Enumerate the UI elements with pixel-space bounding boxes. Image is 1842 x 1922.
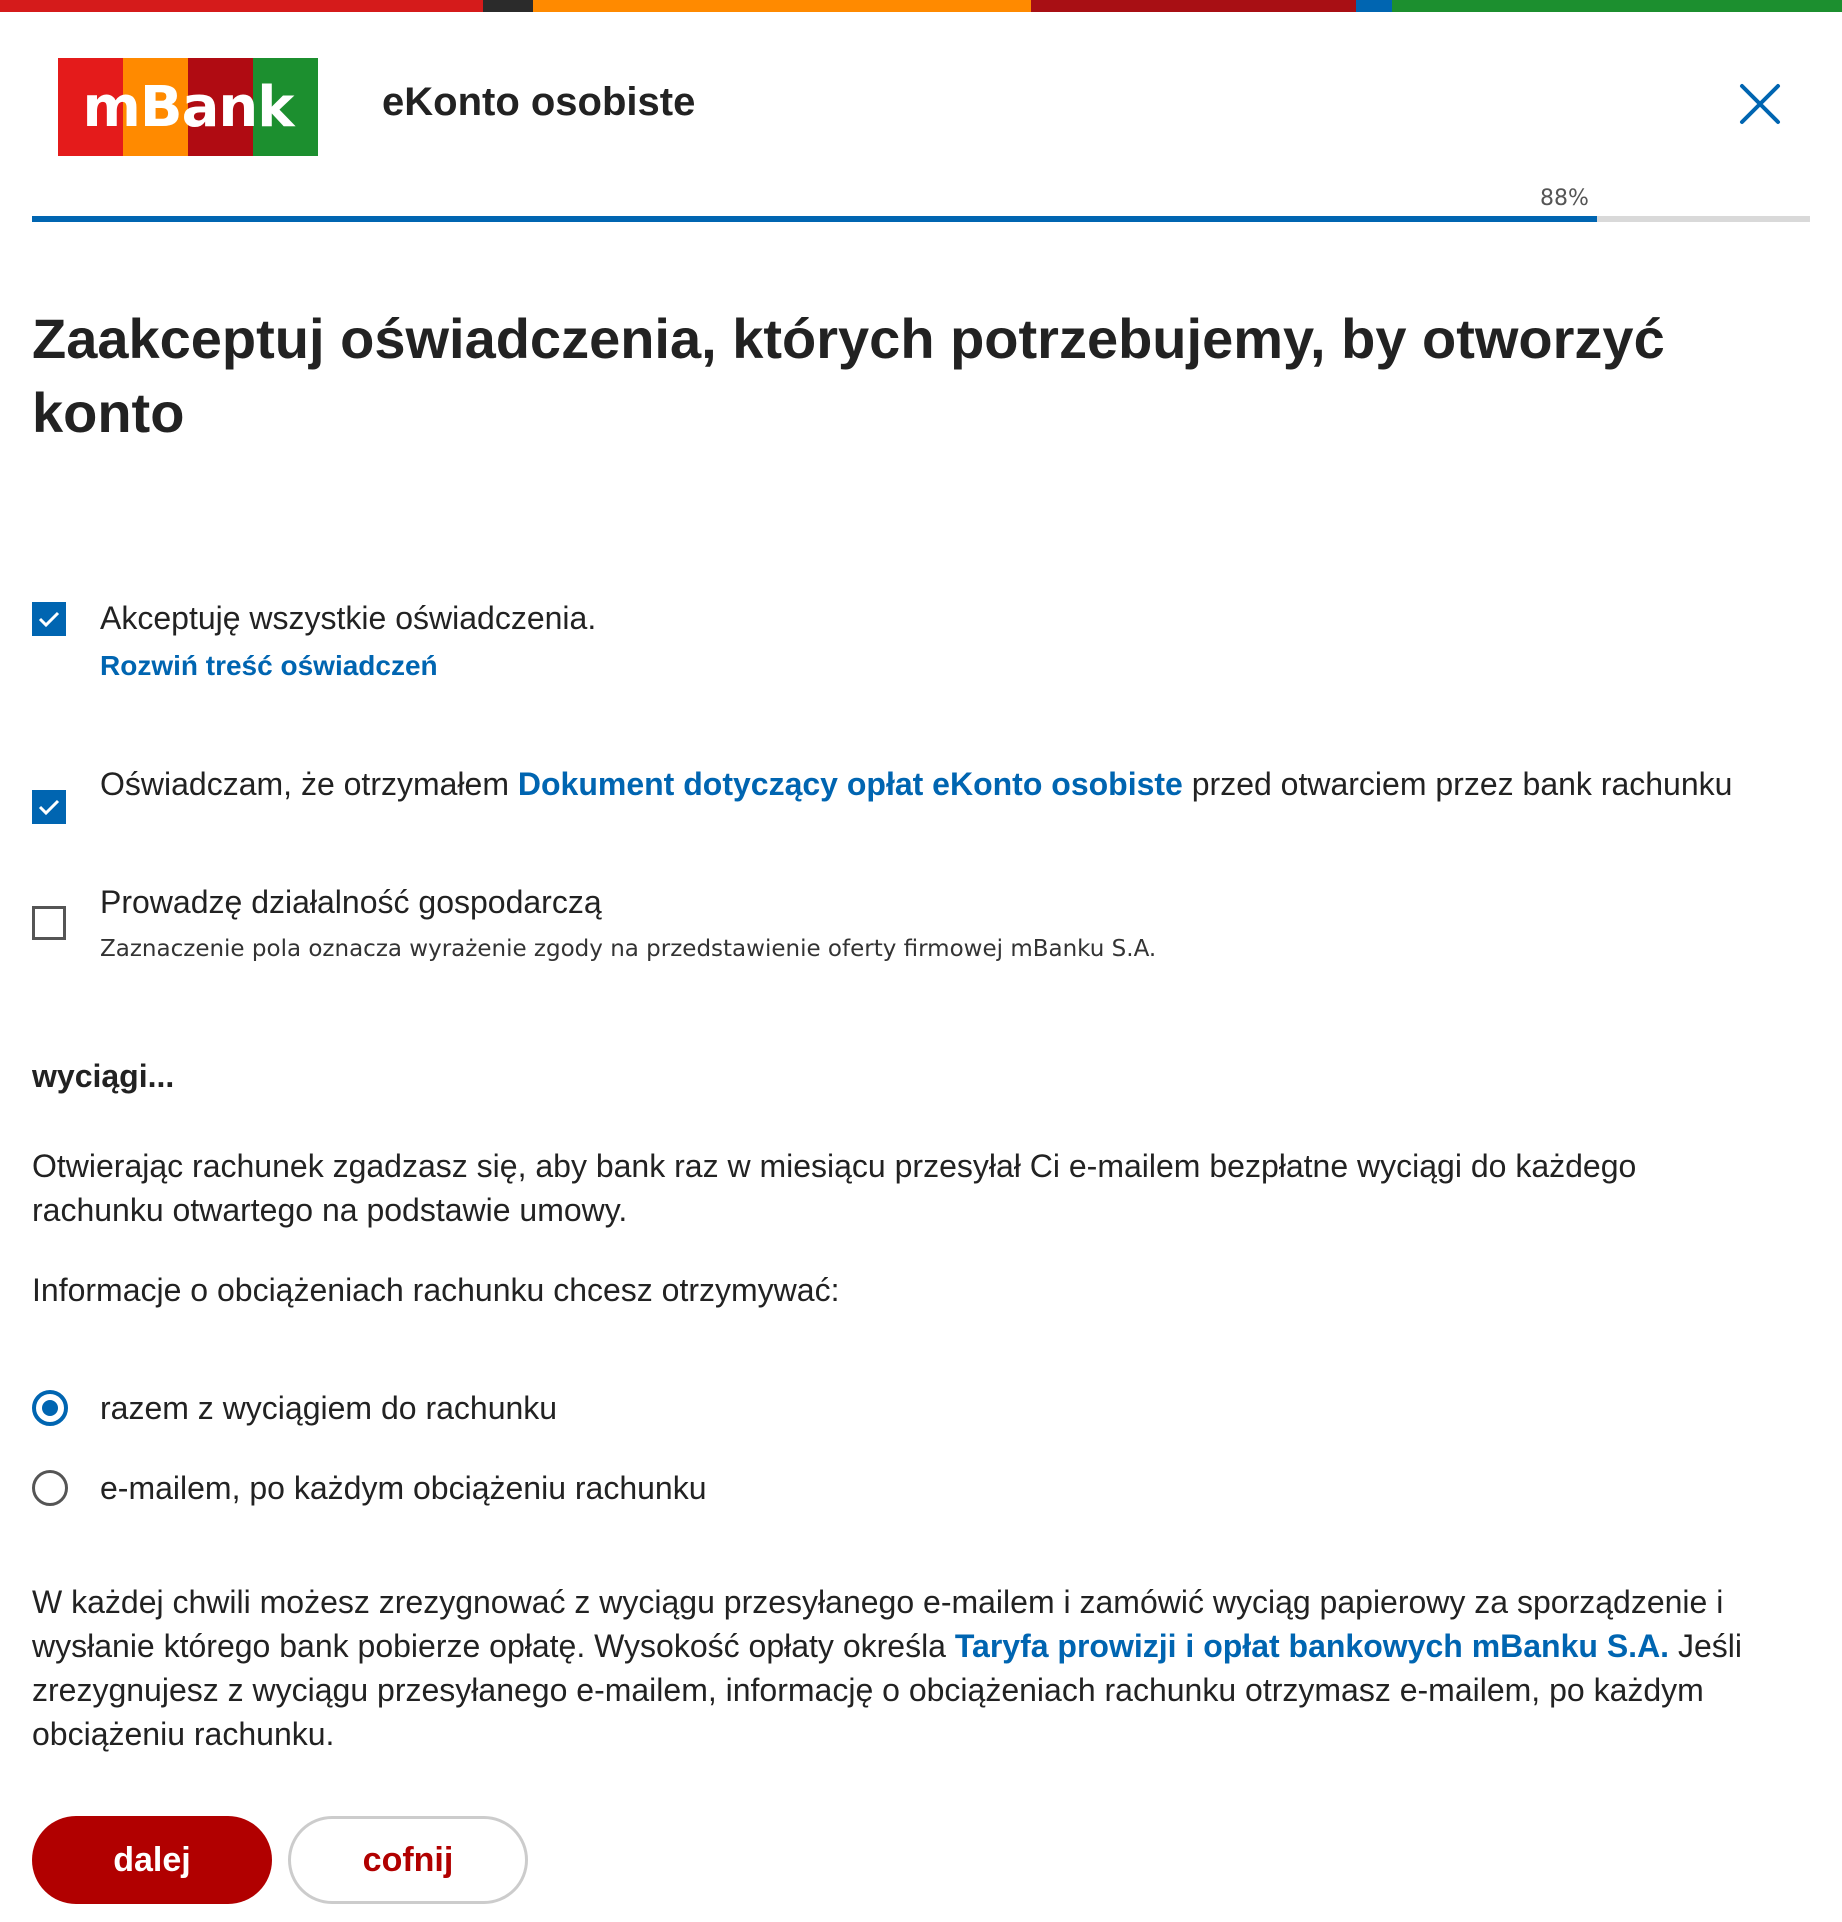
fees-document-label <box>100 762 1800 806</box>
progress-bar-fill <box>32 216 1597 222</box>
expand-statements-link[interactable]: Rozwiń treść oświadczeń <box>100 650 438 681</box>
fees-document-link[interactable]: Dokument dotyczący opłat eKonto osobiste <box>517 766 1183 802</box>
mbank-logo <box>58 58 318 156</box>
back-button[interactable]: cofnij <box>288 1816 528 1904</box>
product-title: eKonto osobiste <box>382 80 696 124</box>
fees-label-suffix: przed otwarciem przez bank rachunku <box>1182 766 1733 802</box>
accept-all-checkbox[interactable] <box>32 602 66 636</box>
charges-question: Informacje o obciążeniach rachunku chcesz otrzymywać: <box>32 1272 840 1308</box>
close-button[interactable] <box>1736 80 1784 128</box>
accept-all-label: Akceptuję wszystkie oświadczenia. <box>100 600 597 636</box>
info-suffix: Jeśli zrezygnujesz z wyciągu przesyłanego e-mailem, informację o obciążeniach rachunku otrzymasz e-mailem, po każdym obciążeniu rachunku. <box>32 1628 1742 1752</box>
brand-strip-green <box>1392 0 1842 12</box>
brand-strip-blue <box>1356 0 1392 12</box>
business-activity-label: Prowadzę działalność gospodarczą <box>100 884 602 920</box>
option-email-each-charge-label: e-mailem, po każdym obciążeniu rachunku <box>100 1470 707 1506</box>
radio-with-statement[interactable] <box>32 1390 68 1426</box>
option-with-statement-label: razem z wyciągiem do rachunku <box>100 1390 558 1426</box>
statements-heading: wyciągi... <box>32 1058 175 1094</box>
page-title: Zaakceptuj oświadczenia, których potrzebujemy, by otworzyć konto <box>32 307 1665 444</box>
fees-label-prefix: Oświadczam, że otrzymałem <box>100 766 518 802</box>
brand-strip-red <box>0 0 483 12</box>
progress-percentage: 88% <box>1540 186 1589 211</box>
statements-info <box>32 1580 1782 1756</box>
tariff-link[interactable]: Taryfa prowizji i opłat bankowych mBanku S.A. <box>954 1628 1670 1664</box>
next-button[interactable]: dalej <box>32 1816 272 1904</box>
business-activity-note: Zaznaczenie pola oznacza wyrażenie zgody na przedstawienie oferty firmowej mBanku S.A. <box>100 936 1157 962</box>
radio-email-each-charge[interactable] <box>32 1470 68 1506</box>
info-prefix: W każdej chwili możesz zrezygnować z wyciągu przesyłanego e-mailem i zamówić wyciąg papierowy za sporządzenie i wysłanie którego bank pobierze opłatę. Wysokość opłaty określa <box>32 1584 1724 1664</box>
checkmark-icon <box>32 790 66 824</box>
brand-color-strip <box>0 0 1842 12</box>
close-icon <box>1736 80 1784 128</box>
brand-strip-maroon <box>1031 0 1356 12</box>
brand-strip-dark <box>483 0 533 12</box>
logo-text: mBank <box>82 74 294 140</box>
progress-bar <box>32 216 1810 222</box>
fees-document-checkbox[interactable] <box>32 790 66 824</box>
statements-intro: Otwierając rachunek zgadzasz się, aby bank raz w miesiącu przesyłał Ci e-mailem bezpłatne wyciągi do każdego rachunku otwartego na podstawie umowy. <box>32 1148 1637 1228</box>
checkmark-icon <box>32 602 66 636</box>
brand-strip-orange <box>533 0 1031 12</box>
business-activity-checkbox[interactable] <box>32 906 66 940</box>
